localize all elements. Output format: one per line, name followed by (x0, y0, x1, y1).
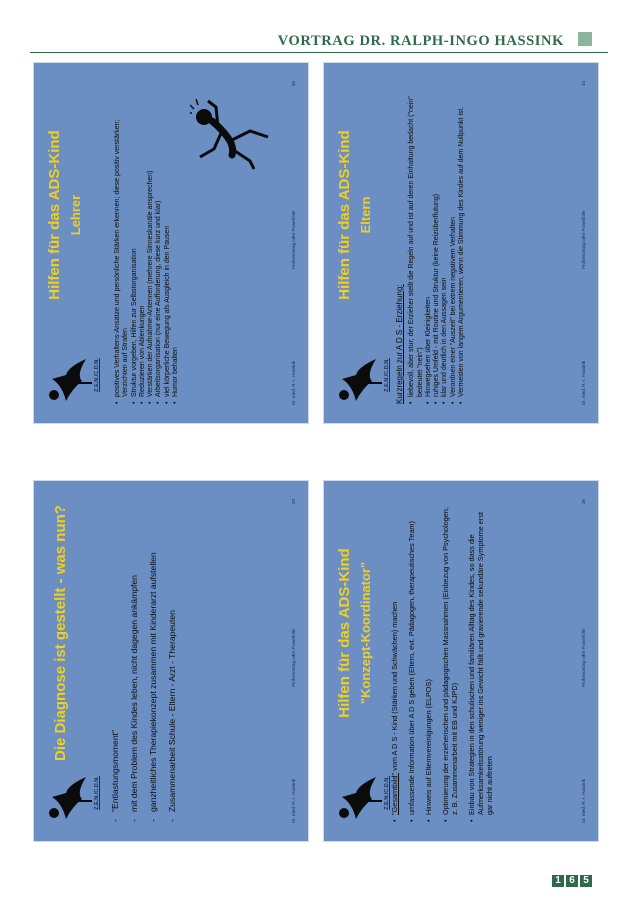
page-number-digit: 1 (552, 875, 564, 887)
list-item: • ruhiges Umfeld - mit Routine und Struktur (keine Reizüberflutung) (433, 83, 441, 404)
list-item: • positives Verhaltens-Ansätze und persönliche Stärken erkennen; diese positiv verstärken; Verzichten auf Strafen (114, 93, 131, 404)
list-item (424, 501, 433, 822)
logo-caption: Z.E.N./C.D.N. (94, 358, 100, 392)
page-header-title: VORTRAG DR. RALPH-INGO HASSINK (277, 33, 564, 49)
slide-title: Hilfen für das ADS-Kind (336, 548, 353, 718)
list-item: • viel körperliche Bewegung als Ausgleich in den Pausen (164, 93, 172, 404)
jumping-figure-icon (190, 99, 272, 171)
list-item-lead: "Gesamtbild" (390, 772, 399, 815)
list-item-text: umfassende Information über A D S geben (Eltern, evt. Pädagogen, therapeutisches Team) (407, 521, 416, 815)
slide-konzept-koordinator (323, 480, 599, 842)
list-item: - Zusammenarbeit Schule - Eltern - Arzt - Therapeuten (167, 501, 178, 822)
list-item: • Arbeitsorganisation (nur eine Aufforderung, diese kurz und klar) (155, 93, 163, 404)
list-item (407, 501, 416, 822)
list-item (467, 501, 494, 822)
slide-body (110, 501, 186, 822)
zen-logo-icon (336, 357, 384, 405)
list-item-text: Hinweis auf Elternvereinigungen (ELPOS) (424, 679, 433, 815)
footer-slide-number: 36 (581, 499, 586, 505)
list-item-text: vom A D S - Kind (Stärken und Schwächen) machen (390, 601, 399, 773)
logo-caption: Z.E.N./C.D.N. (94, 776, 100, 810)
footer-source: Probevortrag oder Powerfolie (291, 628, 296, 687)
slide-title: Hilfen für das ADS-Kind (336, 130, 353, 300)
footer-source: Probevortrag oder Powerfolie (581, 628, 586, 687)
page-number (552, 875, 592, 887)
footer-author: Dr. med. R.-I. Hassink (291, 360, 296, 405)
footer-source: Probevortrag oder Powerfolie (581, 210, 586, 269)
page-number-digit: 5 (580, 875, 592, 887)
footer-author: Dr. med. R.-I. Hassink (291, 778, 296, 823)
list-item: • Reduzieren von Ablenkungen (139, 93, 147, 404)
list-item (390, 501, 399, 822)
list-item: • Hinwegsehen über Kleinigkeiten (425, 83, 433, 404)
footer-slide-number: 35 (291, 81, 296, 87)
slide-diagnose (33, 480, 309, 842)
slide-subtitle: "Konzept-Koordinator" (358, 561, 373, 705)
slide-body (114, 93, 180, 404)
list-item-text: Optimierung der erzieherischen und pädagogischen Massnahmen (Einbezug von Psychologen, z. B. Zusammenarbeit mit EB und KJPD) (441, 507, 459, 815)
list-item: - mit dem Problem des Kindes leben, nicht dagegen ankämpfen (129, 501, 140, 822)
zen-logo-icon (336, 775, 384, 823)
footer-slide-number: 33 (291, 499, 296, 505)
header-accent-square (578, 32, 592, 46)
zen-logo-icon (46, 357, 94, 405)
slide-lehrer (33, 62, 309, 424)
footer-author: Dr. med. R.-I. Hassink (581, 360, 586, 405)
list-item: • Verordnen einer "Auszeit" bei extrem negativem Verhalten (450, 83, 458, 404)
list-item: • klar und deutlich in den Aussagen sein (441, 83, 449, 404)
zen-logo-icon (46, 775, 94, 823)
list-item (441, 501, 459, 822)
header-rule (30, 52, 608, 53)
list-item: • Vermeiden von langem Argumentieren, wenn die Stimmung des Kindes auf dem Nullpunkt ist. (458, 83, 466, 404)
slide-subtitle: Lehrer (68, 194, 83, 236)
slide-title: Die Diagnose ist gestellt - was nun? (52, 505, 69, 761)
footer-slide-number: 34 (581, 81, 586, 87)
list-item: • liebevoll, aber stur; der Erzieher stellt die Regeln auf und ist auf deren Einhaltung bedacht ("nein" bedeutet "nein") (408, 83, 425, 404)
list-item-text: Einbau von Strategien in den schulischen und familiären Alltag des Kindes, so dass die Aufmerksamkeitsstörung weniger ins Gewicht fällt und gravierende sekundäre Symptome erst gar nicht auftreten (467, 512, 494, 815)
list-item: • Humor behalten (172, 93, 180, 404)
slide-title: Hilfen für das ADS-Kind (46, 130, 63, 300)
footer-author: Dr. med. R.-I. Hassink (581, 778, 586, 823)
slide-body (390, 501, 502, 822)
list-item: • Struktur vorgeben, Hilfen zur Selbstorganisation (131, 93, 139, 404)
list-item: - ganzheitliches Therapiekonzept zusammen mit Kinderarzt aufstellen (148, 501, 159, 822)
slide-subtitle: Eltern (358, 196, 373, 234)
footer-source: Probevortrag oder Powerfolie (291, 210, 296, 269)
slide-heading: Kurzregeln zur A D S - Erziehung: (395, 284, 404, 404)
page-number-digit: 6 (566, 875, 578, 887)
logo-caption: Z.E.N./C.D.N. (384, 358, 390, 392)
logo-caption: Z.E.N./C.D.N. (384, 776, 390, 810)
slide-intro: - "Entlastungsmoment" (110, 501, 121, 822)
slide-eltern (323, 62, 599, 424)
slide-body (396, 83, 466, 404)
list-item: • Verstärken der Aufnahme-Antennen (mehrere Sinneskanäle ansprechen) (147, 93, 155, 404)
